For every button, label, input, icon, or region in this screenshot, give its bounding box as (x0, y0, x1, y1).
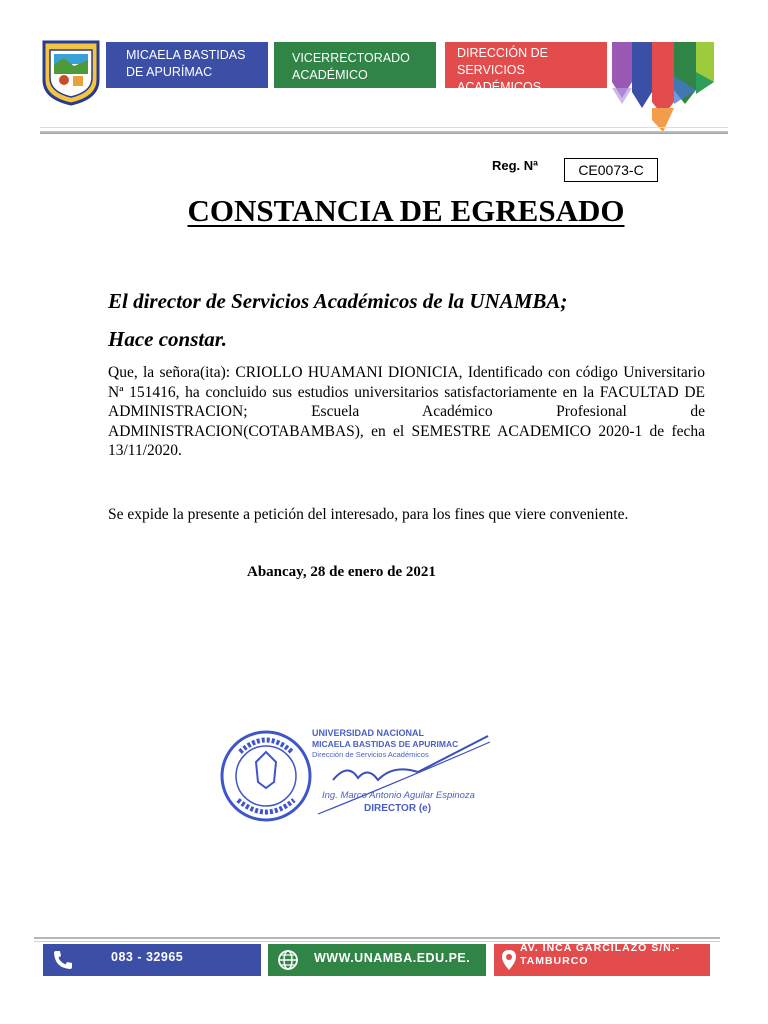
header-box-university (106, 42, 268, 88)
footer-phone-text: 083 - 32965 (111, 950, 184, 964)
globe-icon (276, 948, 300, 972)
footer-divider (34, 937, 720, 939)
registration-label: Reg. Nª (492, 158, 538, 173)
footer-website (268, 944, 486, 976)
stamp-line-3: Dirección de Servicios Académicos (312, 750, 429, 759)
stamp-line-2: MICAELA BASTIDAS DE APURIMAC (312, 739, 459, 749)
header-box-direccion-line1: DIRECCIÓN DE (457, 46, 548, 60)
header-divider-thin (40, 127, 728, 128)
stamp-line-1: UNIVERSIDAD NACIONAL (312, 728, 425, 738)
registration-number: CE0073-C (564, 158, 658, 182)
stamp-signer-name: Ing. Marco Antonio Aguilar Espinoza (322, 790, 475, 801)
footer-website-text: WWW.UNAMBA.EDU.PE. (314, 951, 471, 965)
constar-line: Hace constar. (108, 327, 227, 351)
footer-phone (43, 944, 261, 976)
footer-address-line1: AV. INCA GARCILAZO S/N.- (520, 942, 681, 954)
header-box-direccion (445, 42, 607, 94)
header-box-direccion-line2: SERVICIOS ACADÉMICOS (457, 63, 542, 94)
document-title: CONSTANCIA DE EGRESADO (187, 193, 625, 228)
issue-date: Abancay, 28 de enero de 2021 (247, 564, 436, 580)
official-stamp-signature (218, 722, 498, 832)
certificate-body: Que, la señora(ita): CRIOLLO HUAMANI DIONICIA, Identificado con código Universitario Nª 151416, ha concluido sus estudios universitarios satisfactoriamente en la FACULTAD DE ADMINISTRACION; Escuela Académico Profesional de ADMINISTRACION(COTABAMBAS), en el SEMESTRE ACADEMICO 2020-1 de fecha 13/11/2020. (108, 364, 705, 459)
footer-address (494, 944, 710, 976)
phone-icon (51, 948, 75, 972)
university-seal-icon (40, 40, 102, 106)
header-decoration (612, 42, 722, 134)
header-box-vicerrectorado-line1: VICERRECTORADO (292, 51, 410, 65)
footer-address-text (520, 942, 680, 968)
issue-statement: Se expide la presente a petición del interesado, para los fines que viere conveniente. (108, 506, 629, 523)
header-box-university-line1: MICAELA BASTIDAS (126, 48, 246, 62)
director-line: El director de Servicios Académicos de la UNAMBA; (108, 289, 568, 313)
header-box-vicerrectorado (274, 42, 436, 88)
header-divider (40, 131, 728, 134)
stamp-signer-role: DIRECTOR (e) (364, 803, 432, 814)
footer-address-line2: TAMBURCO (520, 955, 589, 967)
header-box-university-line2: DE APURÍMAC (126, 65, 213, 79)
header-box-vicerrectorado-line2: ACADÉMICO (292, 68, 368, 82)
location-pin-icon (497, 948, 521, 972)
